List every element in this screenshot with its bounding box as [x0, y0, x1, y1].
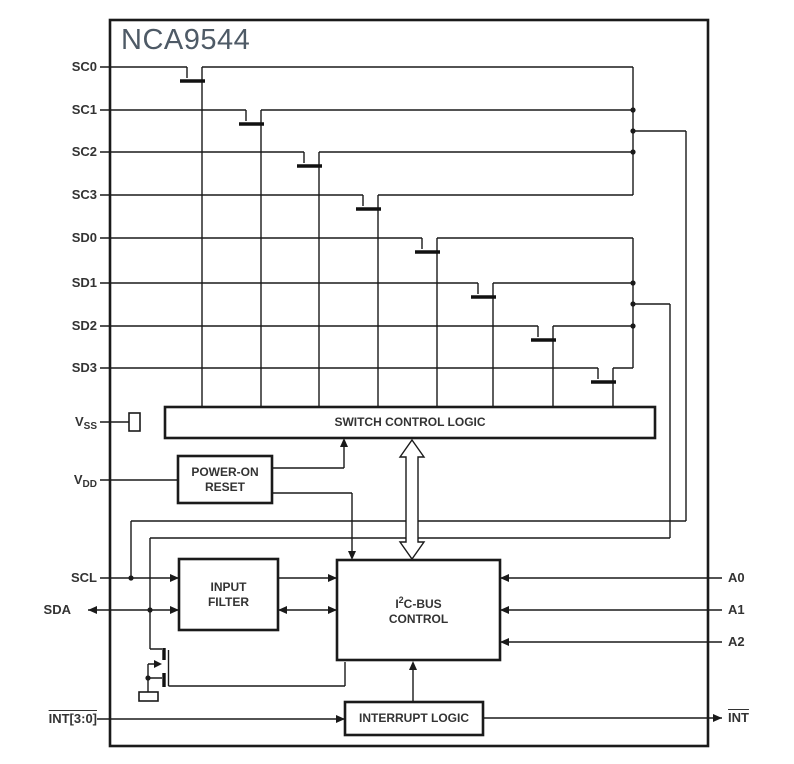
pin-label-vss: $V_{SS}$: [74, 414, 97, 432]
address-wires: [500, 574, 722, 646]
block-input-filter: INPUT FILTER: [207, 579, 250, 609]
block-switch-control-logic: SWITCH CONTROL LOGIC: [334, 415, 486, 429]
sda-wire: [88, 606, 179, 614]
pin-label-sd0: SD0: [71, 230, 97, 245]
pass-transistor-sd2: [100, 326, 633, 407]
pin-label-int: $\overline{INT}$: [728, 710, 749, 725]
por-outputs: [272, 438, 356, 560]
pin-label-a0: A0: [728, 570, 745, 585]
pin-label-scl: SCL: [71, 570, 97, 585]
pin-label-sd3: SD3: [71, 360, 97, 375]
pin-label-int30: INT[3:0]: [48, 711, 97, 726]
pin-label-sc0: SC0: [71, 59, 97, 74]
block-i2c-bus-control: $I^2C$-BUS CONTROL: [388, 595, 449, 626]
pin-label-sc2: SC2: [71, 144, 97, 159]
bus-double-arrow: [400, 440, 424, 559]
chip-title: NCA9544: [121, 24, 251, 56]
pin-label-a1: A1: [728, 602, 745, 617]
filter-to-i2c: [278, 574, 337, 614]
vss-pad: [100, 413, 140, 431]
pin-label-sc1: SC1: [71, 102, 97, 117]
pin-label-sda: SDA: [43, 602, 71, 617]
pin-label-sc3: SC3: [71, 187, 97, 202]
substrate-pad: [139, 692, 158, 701]
pin-label-vdd: $V_{DD}$: [73, 472, 97, 490]
pin-label-sd1: SD1: [71, 275, 97, 290]
block-interrupt-logic: INTERRUPT LOGIC: [359, 711, 469, 725]
pin-label-a2: A2: [728, 634, 745, 649]
pin-label-sd2: SD2: [71, 318, 97, 333]
scl-wire: [100, 574, 179, 582]
block-power-on-reset: POWER-ON RESET: [191, 464, 259, 494]
